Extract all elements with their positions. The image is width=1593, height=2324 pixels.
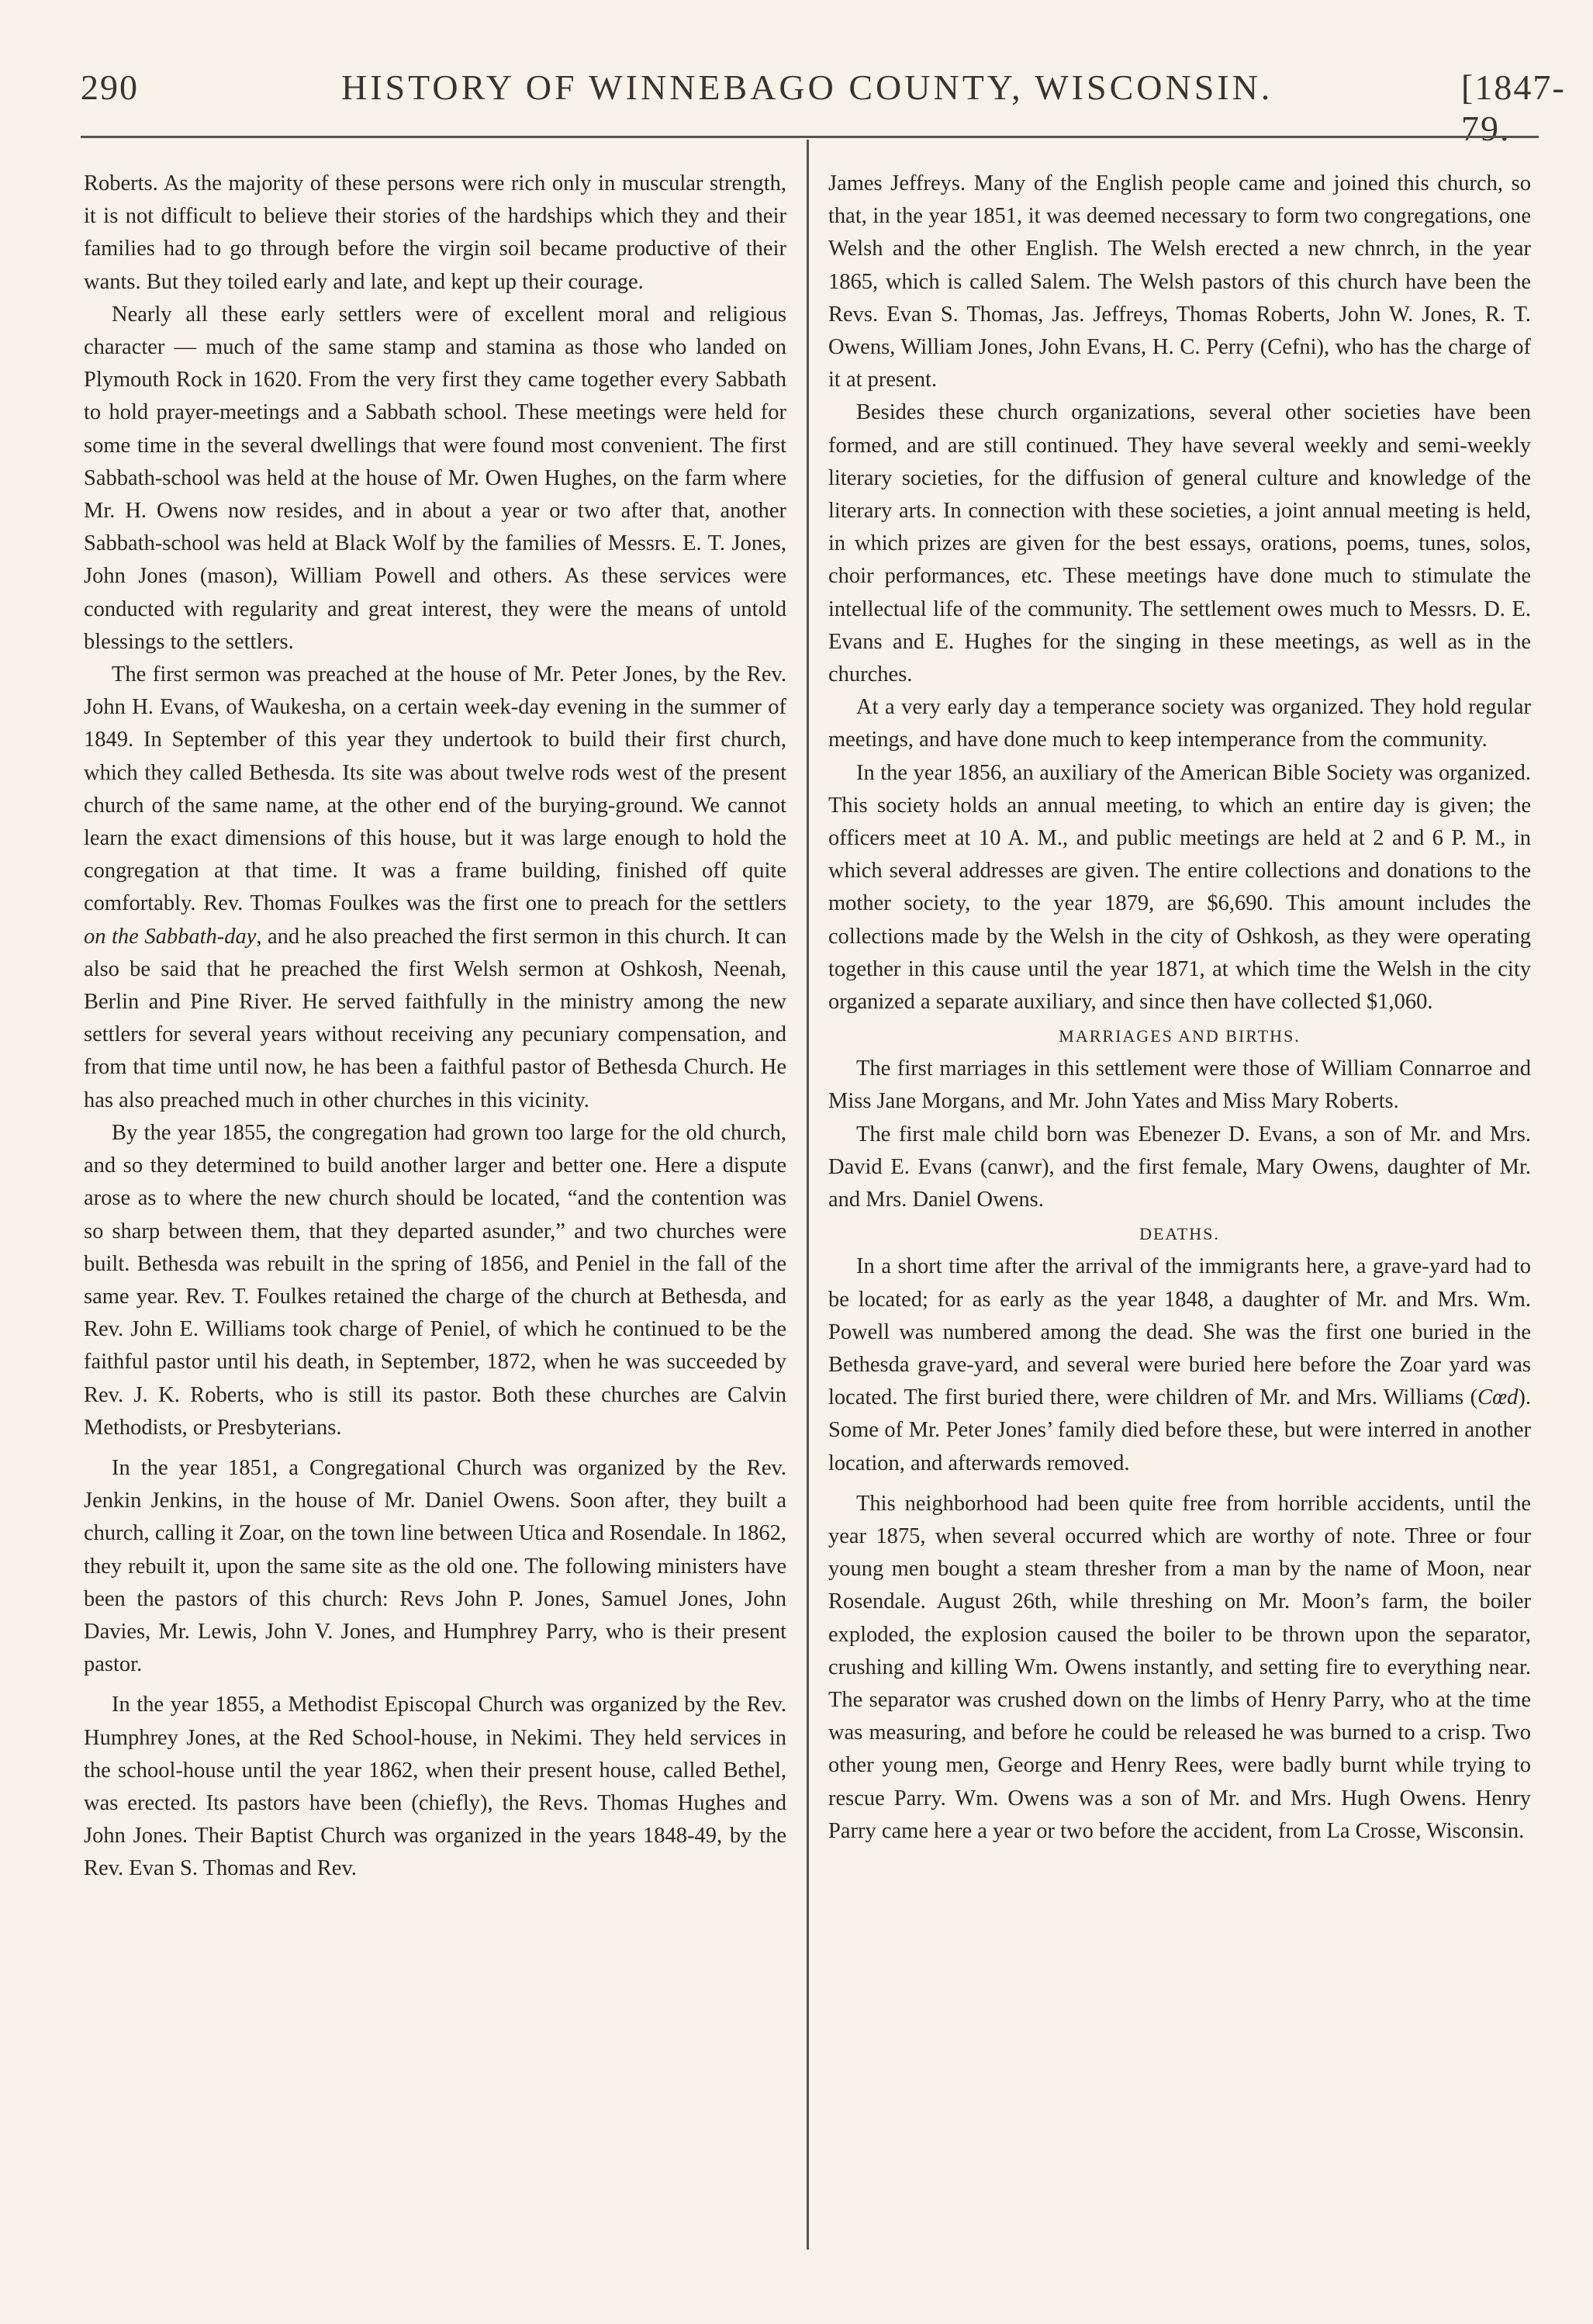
right-column: [828, 168, 1531, 1848]
paragraph: In the year 1855, a Methodist Episcopal Church was organized by the Rev. Humphrey Jones, at the Red School-house, in Nekimi. They held services in the school-house until the year 1862, when their present house, called Bethel, was erected. Its pastors have been (chiefly), the Revs. Thomas Hughes and John Jones. Their Baptist Church was organized in the years 1848-49, by the Rev. Evan S. Thomas and Rev.: [84, 1693, 786, 1881]
paragraph: In the year 1856, an auxiliary of the American Bible Society was organized. This society holds an annual meeting, to which an entire day is given; the officers meet at 10 A. M., and public meetings are held at 2 and 6 P. M., in which several addresses are given. The entire collections and donations to the mother society, to the year 1879, are $6,690. This amount includes the collections made by the Welsh in the city of Oshkosh, as they were operating together in this cause until the year 1871, at which time the Welsh in the city organized a separate auxiliary, and since then have collected $1,060.: [828, 760, 1531, 1015]
column-divider: [807, 140, 809, 2250]
section-heading-deaths: DEATHS.: [1139, 1224, 1220, 1244]
paragraph: Besides these church organizations, several other societies have been formed, and are still continued. They have several weekly and semi-weekly literary societies, for the diffusion of general culture and knowledge of the literary arts. In connection with these societies, a joint annual meeting is held, in which prizes are given for the best essays, orations, poems, tunes, solos, choir performances, etc. These meetings have done much to stimulate the intellectual life of the community. The settlement owes much to Messrs. D. E. Evans and E. Hughes for the singing in these meetings, as well as in the churches.: [828, 400, 1531, 687]
italic-phrase: Cœd: [1477, 1385, 1519, 1410]
italic-phrase: on the Sabbath-day: [84, 924, 257, 949]
running-title: HISTORY OF WINNEBAGO COUNTY, WISCONSIN.: [341, 67, 1273, 107]
paragraph-text: In a short time after the arrival of the immigrants here, a grave-yard had to be located; for as early as the year 1848, a daughter of Mr. and Mrs. Wm. Powell was numbered among the dead. She was the first one buried in the Bethesda grave-yard, and several were buried here before the Zoar yard was located. The first buried there, were children of Mr. and Mrs. Williams (: [828, 1254, 1531, 1410]
paragraph: Nearly all these early settlers were of excellent moral and religious character — much of the same stamp and stamina as those who landed on Plymouth Rock in 1620. From the very first they came together every Sabbath to hold prayer-meetings and a Sabbath school. These meetings were held for some time in the several dwellings that were found most convenient. The first Sabbath-school was held at the house of Mr. Owen Hughes, on the farm where Mr. H. Owens now resides, and in about a year or two after that, another Sabbath-school was held at Black Wolf by the families of Messrs. E. T. Jones, John Jones (mason), William Powell and others. As these services were conducted with regularity and great interest, they were the means of untold blessings to the settlers.: [84, 302, 786, 654]
paragraph: [84, 659, 786, 1117]
paragraph: At a very early day a temperance society was organized. They hold regular meetings, and have done much to keep intemperance from the community.: [828, 695, 1531, 752]
paragraph: Roberts. As the majority of these persons were rich only in muscular strength, it is not difficult to believe their stories of the hardships which they and their families had to go through before the virgin soil became productive of their wants. But they toiled early and late, and kept up their courage.: [84, 171, 786, 294]
paragraph: This neighborhood had been quite free from horrible accidents, until the year 1875, when several occurred which are worthy of note. Three or four young men bought a steam thresher from a man by the name of Moon, near Rosendale. August 26th, while threshing on Mr. Moon’s farm, the boiler exploded, the explosion caused the boiler to be thrown upon the separator, crushing and killing Wm. Owens instantly, and setting fire to everything near. The separator was crushed down on the limbs of Henry Parry, who at the time was measuring, and before he could be released he was burned to a crisp. Two other young men, George and Henry Rees, were badly burnt while trying to rescue Parry. Wm. Owens was a son of Mr. and Mrs. Hugh Owens. Henry Parry came here a year or two before the accident, from La Crosse, Wisconsin.: [828, 1491, 1531, 1843]
paragraph: The first marriages in this settlement were those of William Connarroe and Miss Jane Morgans, and Mr. John Yates and Miss Mary Roberts.: [828, 1057, 1531, 1114]
paragraph: The first male child born was Ebenezer D. Evans, a son of Mr. and Mrs. David E. Evans (canwr), and the first female, Mary Owens, daughter of Mr. and Mrs. Daniel Owens.: [828, 1122, 1531, 1212]
date-range: [1847-79.: [1461, 67, 1566, 148]
paragraph: In the year 1851, a Congregational Church was organized by the Rev. Jenkin Jenkins, in the house of Mr. Daniel Owens. Soon after, they built a church, calling it Zoar, on the town line between Utica and Rosendale. In 1862, they rebuilt it, upon the same site as the old one. The following ministers have been the pastors of this church: Revs John P. Jones, Samuel Jones, John Davies, Mr. Lewis, John V. Jones, and Humphrey Parry, who is their present pastor.: [84, 1455, 786, 1677]
section-heading-marriages: MARRIAGES AND BIRTHS.: [1059, 1026, 1301, 1046]
page-number: 290: [81, 67, 139, 107]
paragraph-text: The first sermon was preached at the house of Mr. Peter Jones, by the Rev. John H. Evans, of Waukesha, on a certain week-day evening in the summer of 1849. In September of this year they undertook to build their first church, which they called Bethesda. Its site was about twelve rods west of the present church of the same name, at the other end of the burying-ground. We cannot learn the exact dimensions of this house, but it was large enough to hold the congregation at that time. It was a frame building, finished off quite comfortably. Rev. Thomas Foulkes was the first one to preach for the settlers: [84, 662, 786, 916]
running-header: [81, 61, 1566, 148]
header-rule: [81, 136, 1539, 138]
left-column: [84, 168, 786, 1886]
paragraph-text: , and he also preached the first sermon in this church. It can also be said that he preached the first Welsh sermon at Oshkosh, Neenah, Berlin and Pine River. He served faithfully in the ministry among the new settlers for several years without receiving any pecuniary compensation, and from that time until now, he has been a faithful pastor of Bethesda Church. He has also preached much in other churches in this vicinity.: [84, 924, 786, 1112]
paragraph: By the year 1855, the congregation had grown too large for the old church, and so they determined to build another larger and better one. Here a dispute arose as to where the new church should be located, “and the contention was so sharp between them, that they departed asunder,” and two churches were built. Bethesda was rebuilt in the spring of 1856, and Peniel in the fall of the same year. Rev. T. Foulkes retained the charge of the church at Bethesda, and Rev. John E. Williams took charge of Peniel, of which he continued to be the faithful pastor until his death, in September, 1872, when he was succeeded by Rev. J. K. Roberts, who is still its pastor. Both these churches are Calvin Methodists, or Presbyterians.: [84, 1120, 786, 1440]
paragraph-text: ). Some of Mr. Peter Jones’ family died before these, but were interred in another location, and afterwards removed.: [828, 1385, 1531, 1475]
paragraph: James Jeffreys. Many of the English people came and joined this church, so that, in the year 1851, it was deemed necessary to form two congregations, one Welsh and the other English. The Welsh erected a new chnrch, in the year 1865, which is called Salem. The Welsh pastors of this church have been the Revs. Evan S. Thomas, Jas. Jeffreys, Thomas Roberts, John W. Jones, R. T. Owens, William Jones, John Evans, H. C. Perry (Cefni), who has the charge of it at present.: [828, 171, 1531, 393]
paragraph: [828, 1250, 1531, 1479]
